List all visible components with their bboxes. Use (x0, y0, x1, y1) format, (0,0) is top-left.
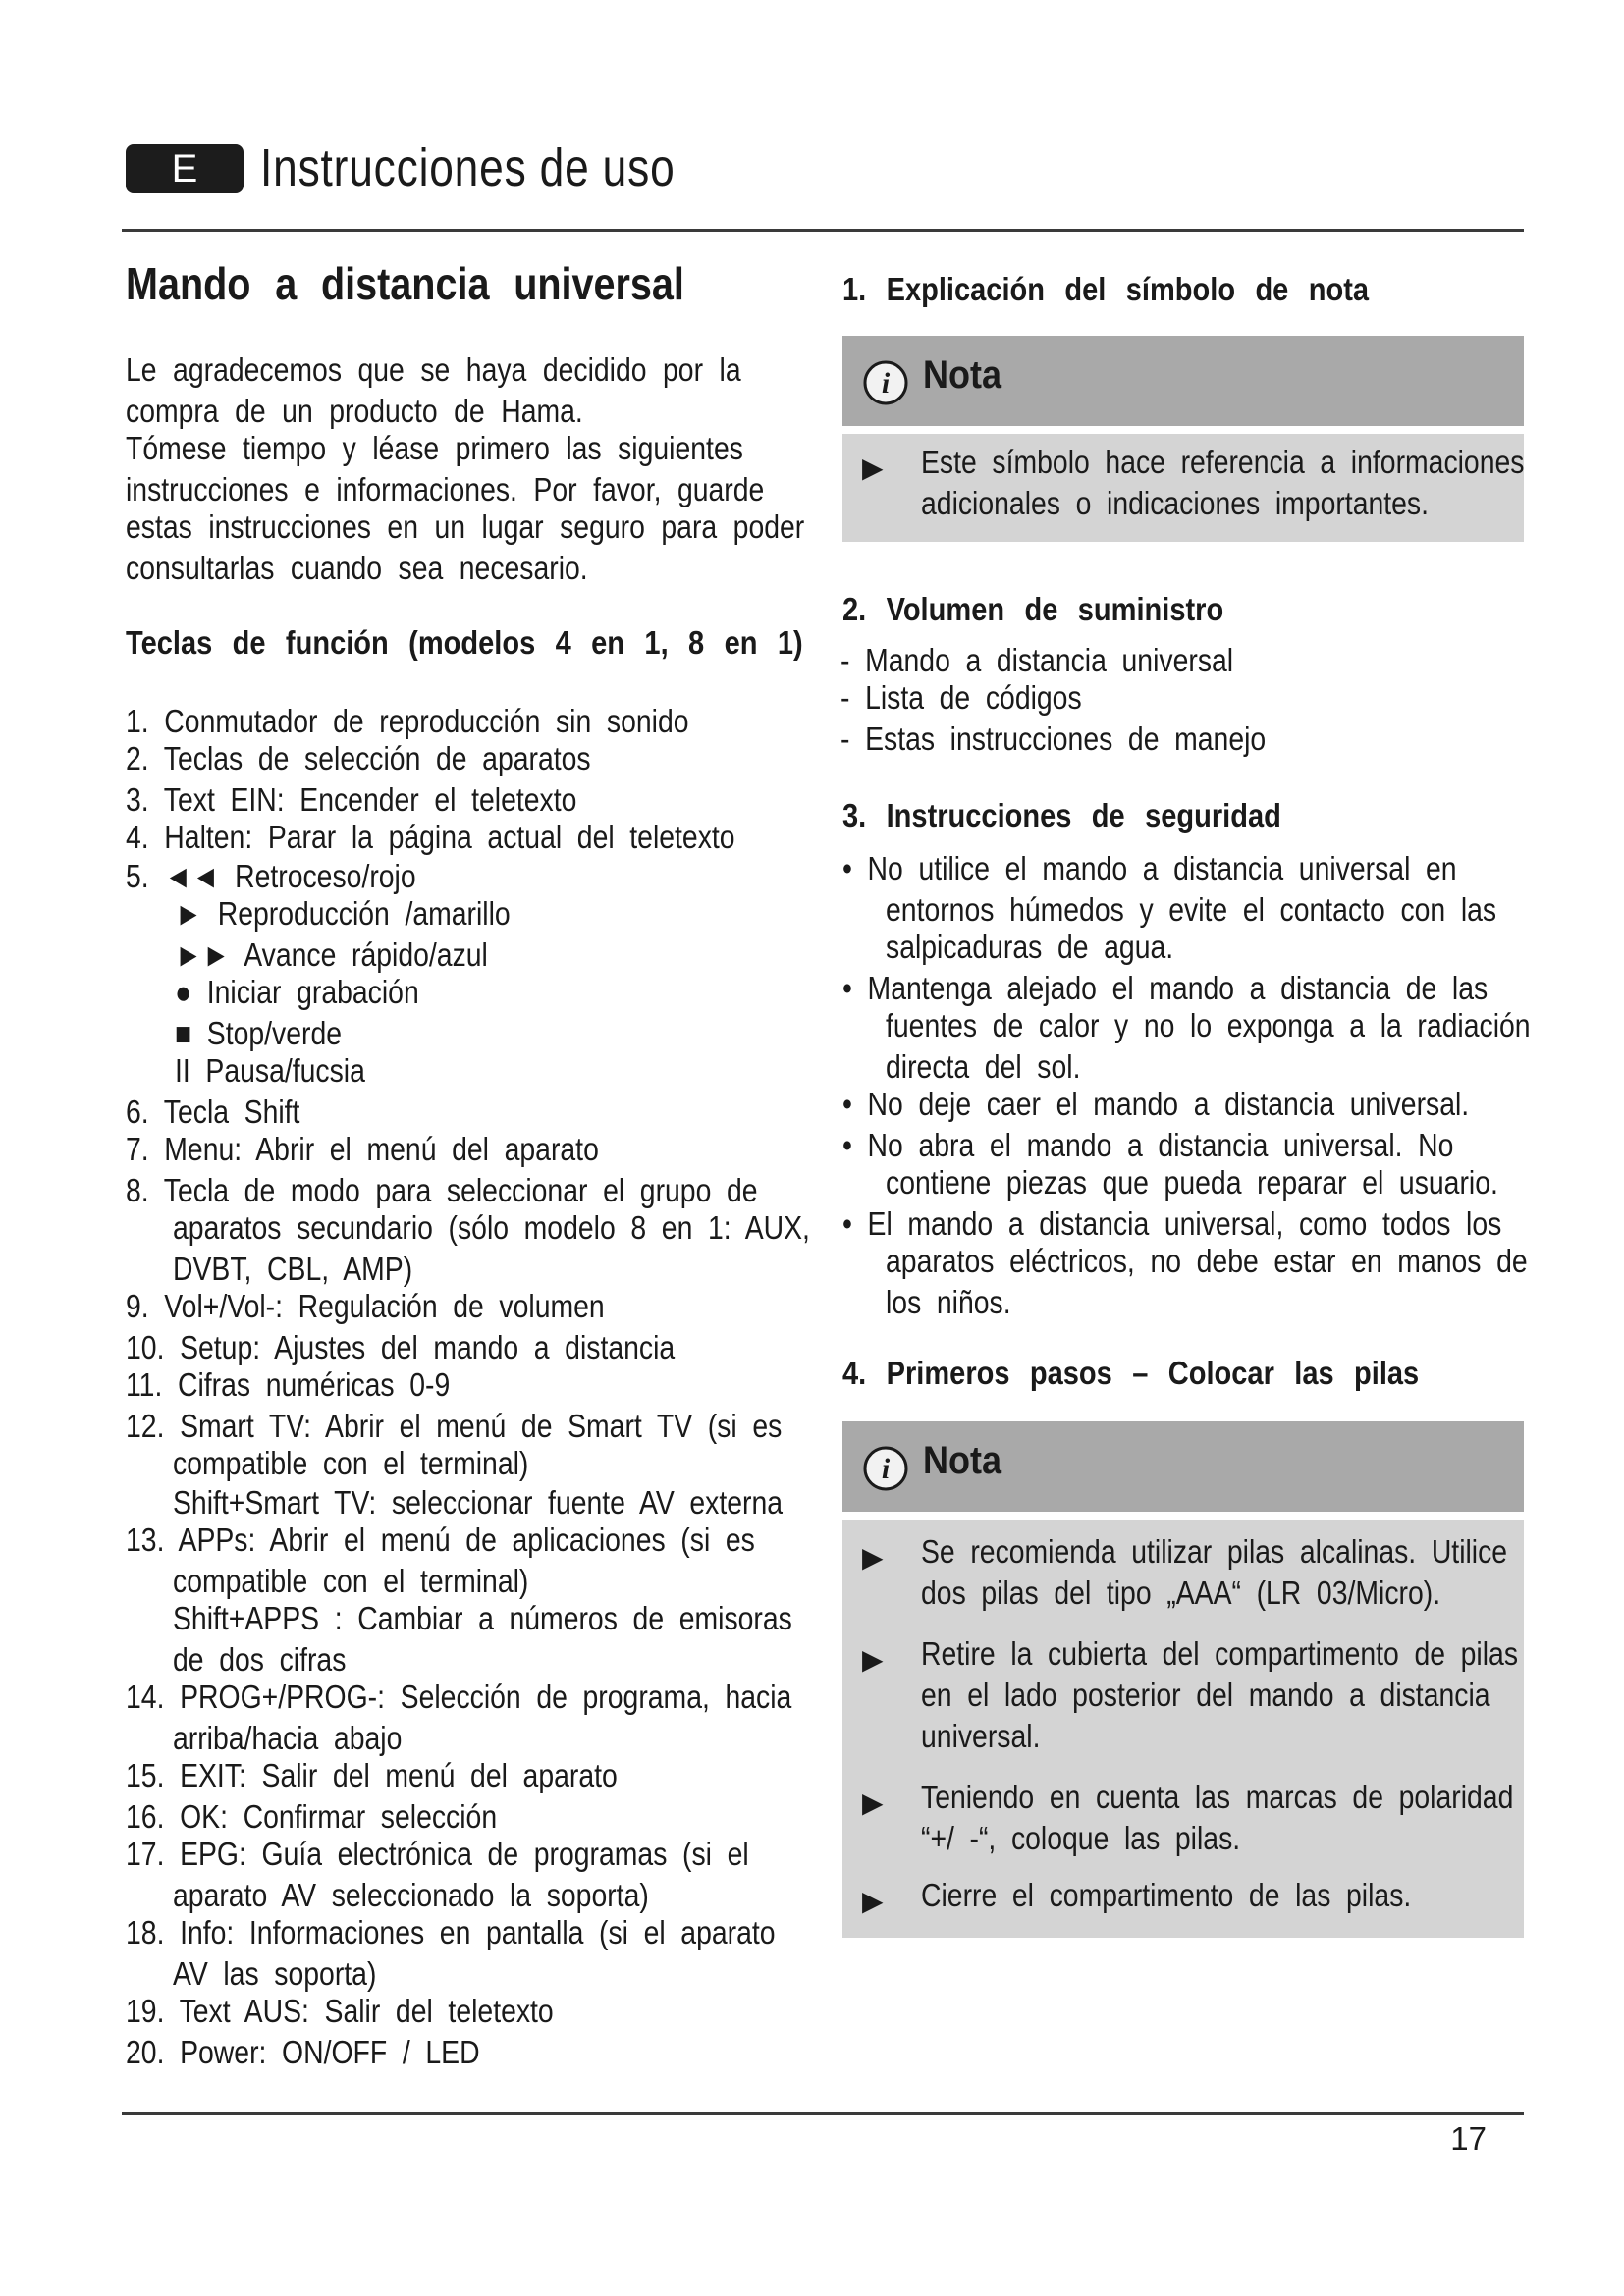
list-item: aparatos secundario (sólo modelo 8 en 1: AUX, (173, 1209, 810, 1246)
list-item: arriba/hacia abajo (173, 1720, 403, 1756)
list-item: 20. Power: ON/OFF / LED (126, 2034, 480, 2070)
note-box-body (842, 1520, 1524, 1938)
list-item: • Mantenga alejado el mando a distancia de las (842, 970, 1489, 1006)
list-item: • No deje caer el mando a distancia universal. (842, 1086, 1470, 1122)
language-badge: E (126, 144, 244, 193)
note-box-header (842, 336, 1524, 426)
list-item: ►► Avance rápido/azul (175, 936, 488, 973)
list-item: Shift+Smart TV: seleccionar fuente AV externa (173, 1484, 784, 1521)
page-number: 17 (1450, 2120, 1487, 2157)
list-item: 8. Tecla de modo para seleccionar el grupo de (126, 1172, 758, 1208)
note-text: adicionales o indicaciones importantes. (921, 485, 1430, 521)
list-item: 13. APPs: Abrir el menú de aplicaciones (si es (126, 1522, 755, 1558)
section-heading-note-symbol: 1. Explicación del símbolo de nota (842, 271, 1370, 307)
note-text: Cierre el compartimento de las pilas. (921, 1877, 1412, 1913)
list-item: ■ Stop/verde (175, 1015, 343, 1051)
list-item: 4. Halten: Parar la página actual del teletexto (126, 819, 735, 855)
list-item: fuentes de calor y no lo exponga a la radiación (886, 1007, 1531, 1043)
note-text: dos pilas del tipo „AAA“ (LR 03/Micro). (921, 1575, 1441, 1611)
list-item: • No utilice el mando a distancia universal en (842, 850, 1457, 886)
list-item: 9. Vol+/Vol-: Regulación de volumen (126, 1288, 605, 1324)
list-item: 14. PROG+/PROG-: Selección de programa, hacia (126, 1679, 792, 1715)
list-item: ► Reproducción /amarillo (175, 895, 511, 932)
list-item: entornos húmedos y evite el contacto con las (886, 891, 1497, 928)
note-text: Retire la cubierta del compartimento de pilas (921, 1635, 1519, 1672)
list-item: - Estas instrucciones de manejo (840, 721, 1267, 757)
section-heading-supply: 2. Volumen de suministro (842, 591, 1224, 627)
note-text: Teniendo en cuenta las marcas de polaridad (921, 1779, 1514, 1815)
list-item: 16. OK: Confirmar selección (126, 1798, 498, 1835)
list-item: 12. Smart TV: Abrir el menú de Smart TV (si es (126, 1408, 783, 1444)
list-item: 10. Setup: Ajustes del mando a distancia (126, 1329, 676, 1365)
note-label: Nota (923, 353, 1002, 397)
arrow-bullet-icon: ▶ (862, 1886, 884, 1916)
list-item: - Mando a distancia universal (840, 642, 1234, 678)
arrow-bullet-icon: ▶ (862, 453, 884, 483)
list-item: salpicaduras de agua. (886, 929, 1174, 965)
list-item: aparatos eléctricos, no debe estar en manos de (886, 1243, 1528, 1279)
section-heading-batteries: 4. Primeros pasos – Colocar las pilas (842, 1355, 1420, 1391)
list-item: ● Iniciar grabación (175, 974, 419, 1010)
list-item: 15. EXIT: Salir del menú del aparato (126, 1757, 618, 1793)
list-item: los niños. (886, 1284, 1011, 1320)
list-item: compatible con el terminal) (173, 1445, 529, 1481)
list-item: 6. Tecla Shift (126, 1094, 300, 1130)
header-title: Instrucciones de uso (260, 138, 676, 197)
list-item: de dos cifras (173, 1641, 347, 1678)
note-label: Nota (923, 1439, 1002, 1482)
info-icon (862, 1445, 909, 1492)
arrow-bullet-icon: ▶ (862, 1542, 884, 1573)
page-title: Mando a distancia universal (126, 258, 684, 309)
section-heading-safety: 3. Instrucciones de seguridad (842, 797, 1281, 833)
list-item: aparato AV seleccionado la soporta) (173, 1877, 649, 1913)
svg-text:i: i (881, 1453, 891, 1485)
list-item: Shift+APPS : Cambiar a números de emisoras (173, 1600, 792, 1636)
list-item: • El mando a distancia universal, como todos los (842, 1205, 1502, 1242)
list-item: 5. ◄◄ Retroceso/rojo (126, 858, 416, 894)
arrow-bullet-icon: ▶ (862, 1644, 884, 1675)
list-item: 3. Text EIN: Encender el teletexto (126, 781, 577, 818)
list-item: 17. EPG: Guía electrónica de programas (si el (126, 1836, 749, 1872)
list-item: • No abra el mando a distancia universal. No (842, 1127, 1454, 1163)
list-item: 7. Menu: Abrir el menú del aparato (126, 1131, 599, 1167)
list-item: AV las soporta) (173, 1955, 377, 1992)
list-item: 1. Conmutador de reproducción sin sonido (126, 703, 689, 739)
svg-text:i: i (881, 367, 891, 400)
note-box-body (842, 434, 1524, 542)
function-keys-heading: Teclas de función (modelos 4 en 1, 8 en 1) (126, 624, 803, 661)
footer-rule (122, 2112, 1524, 2115)
list-item: directa del sol. (886, 1048, 1081, 1085)
list-item: 19. Text AUS: Salir del teletexto (126, 1993, 554, 2029)
list-item: 2. Teclas de selección de aparatos (126, 740, 591, 776)
list-item: compatible con el terminal) (173, 1563, 529, 1599)
list-item: II Pausa/fucsia (175, 1052, 365, 1089)
list-item: 18. Info: Informaciones en pantalla (si el aparato (126, 1914, 776, 1950)
arrow-bullet-icon: ▶ (862, 1788, 884, 1818)
info-icon (862, 359, 909, 406)
list-item: contiene piezas que pueda reparar el usuario. (886, 1164, 1498, 1201)
list-item: DVBT, CBL, AMP) (173, 1251, 413, 1287)
note-text: Se recomienda utilizar pilas alcalinas. Utilice (921, 1533, 1508, 1570)
note-text: en el lado posterior del mando a distancia (921, 1677, 1490, 1713)
list-item: 11. Cifras numéricas 0-9 (126, 1366, 451, 1403)
note-text: universal. (921, 1718, 1041, 1754)
list-item: - Lista de códigos (840, 679, 1082, 716)
note-box-header (842, 1421, 1524, 1512)
note-text: “+/ -“, coloque las pilas. (921, 1820, 1241, 1856)
note-text: Este símbolo hace referencia a informaciones (921, 444, 1525, 480)
